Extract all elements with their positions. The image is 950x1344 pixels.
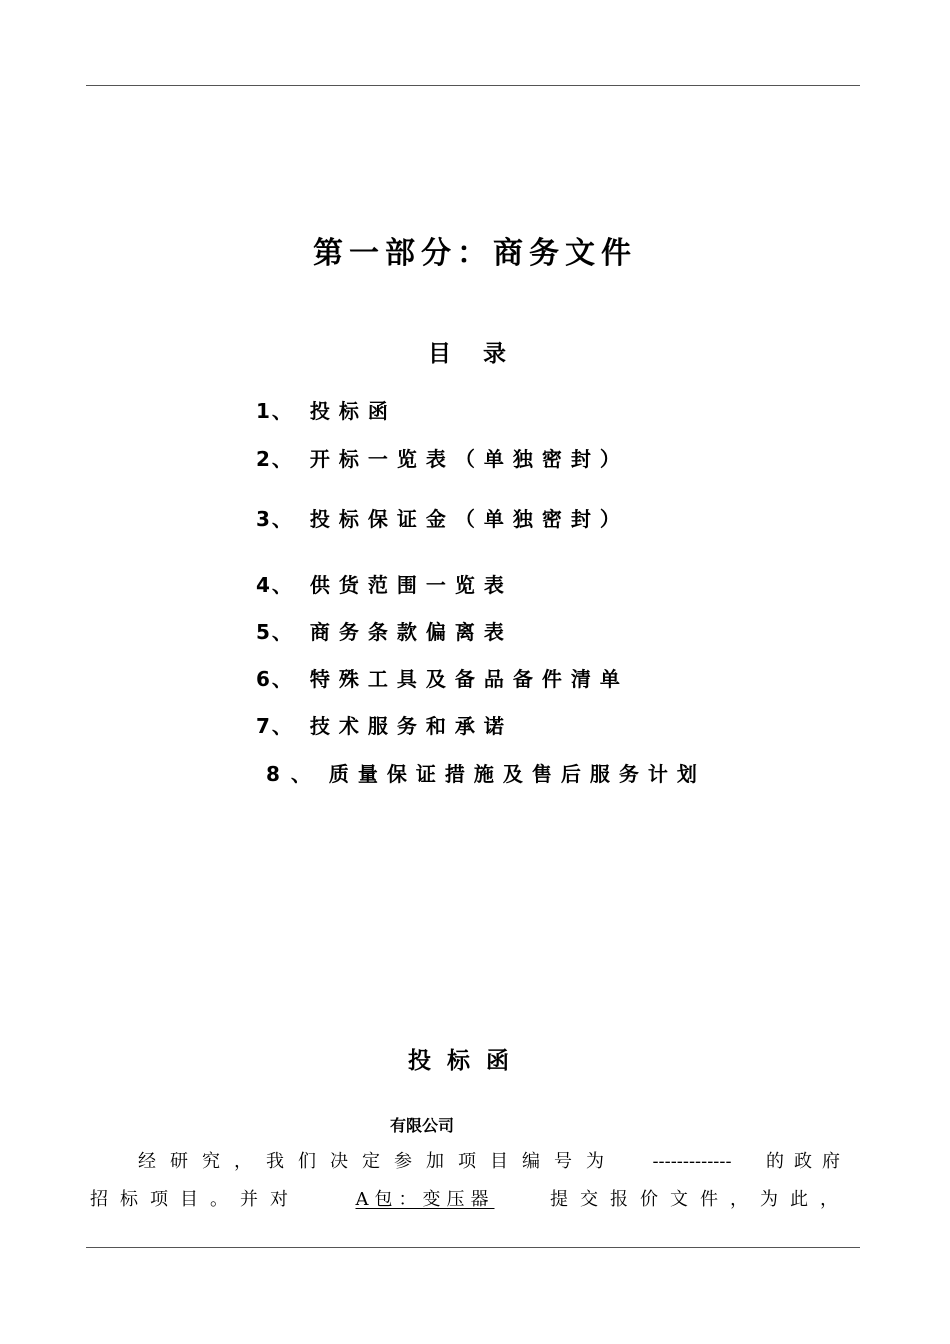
toc-item-label: 技术服务和承诺 bbox=[309, 714, 513, 738]
project-number-blank: ------------- bbox=[652, 1151, 732, 1172]
toc-item bbox=[256, 666, 629, 692]
toc-item bbox=[256, 713, 513, 739]
toc-item bbox=[256, 572, 513, 598]
toc-item-number: 1、 bbox=[256, 399, 294, 423]
toc-item bbox=[256, 398, 397, 424]
toc-item-label: 投标函 bbox=[309, 399, 397, 423]
toc-item-number: 3、 bbox=[256, 507, 294, 531]
toc-item-number: 8 、 bbox=[266, 762, 313, 786]
toc-item bbox=[256, 446, 629, 472]
toc-item bbox=[256, 619, 513, 645]
toc-item-label: 开标一览表（单独密封） bbox=[309, 447, 629, 471]
package-name: A包：变压器 bbox=[355, 1189, 495, 1210]
body-text: 招标项目。并对 bbox=[90, 1189, 300, 1210]
footer-rule bbox=[86, 1247, 860, 1248]
toc-item-number: 2、 bbox=[256, 447, 294, 471]
toc-item-number: 6、 bbox=[256, 667, 294, 691]
body-line-1 bbox=[138, 1150, 850, 1174]
body-line-2 bbox=[90, 1188, 850, 1212]
toc-item bbox=[256, 506, 629, 532]
toc-item bbox=[266, 761, 706, 787]
header-rule bbox=[86, 85, 860, 86]
toc-item-label: 特殊工具及备品备件清单 bbox=[309, 667, 629, 691]
body-text: 经研究，我们决定参加项目编号为 bbox=[138, 1151, 618, 1172]
company-name: 有限公司 bbox=[390, 1116, 455, 1135]
toc-item-number: 5、 bbox=[256, 620, 294, 644]
body-text: 的政府 bbox=[765, 1151, 850, 1172]
toc-item-label: 商务条款偏离表 bbox=[309, 620, 513, 644]
toc-heading: 目 录 bbox=[428, 341, 507, 367]
body-text: 提交报价文件，为此， bbox=[550, 1189, 850, 1210]
toc-item-label: 投标保证金（单独密封） bbox=[309, 507, 629, 531]
part-title: 第一部分：商务文件 bbox=[313, 236, 637, 271]
toc-item-label: 质量保证措施及售后服务计划 bbox=[328, 762, 706, 786]
toc-item-number: 4、 bbox=[256, 573, 294, 597]
bid-letter-heading: 投 标 函 bbox=[408, 1048, 510, 1074]
toc-item-number: 7、 bbox=[256, 714, 294, 738]
toc-item-label: 供货范围一览表 bbox=[309, 573, 513, 597]
